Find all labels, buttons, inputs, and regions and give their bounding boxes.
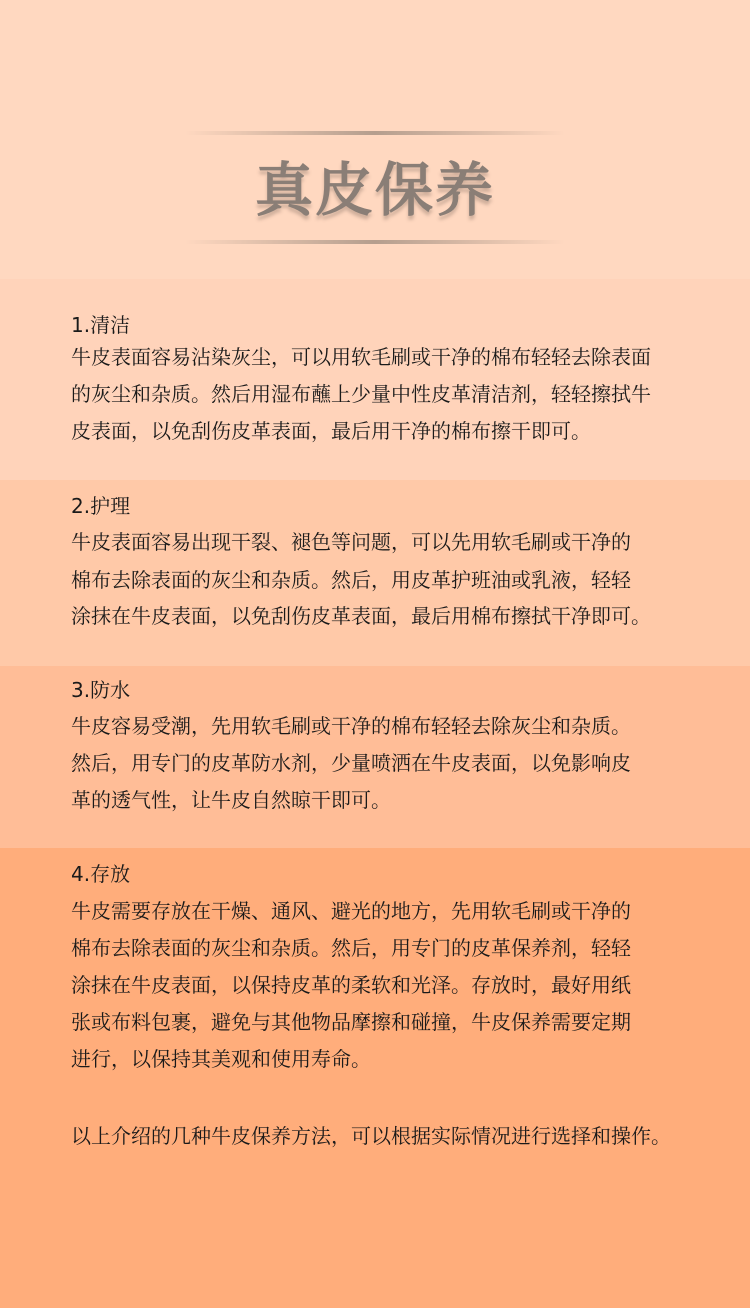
section-waterproof <box>0 666 750 848</box>
closing-note: 以上介绍的几种牛皮保养方法，可以根据实际情况进行选择和操作。 <box>71 1124 671 1148</box>
paragraph-line: 涂抹在牛皮表面，以保持皮革的柔软和光泽。存放时，最好用纸 <box>71 973 631 997</box>
paragraph-line: 牛皮容易受潮，先用软毛刷或干净的棉布轻轻去除灰尘和杂质。 <box>71 714 631 738</box>
paragraph-line: 的灰尘和杂质。然后用湿布蘸上少量中性皮革清洁剂，轻轻擦拭牛 <box>71 382 651 406</box>
section-care <box>0 480 750 666</box>
paragraph-line: 牛皮需要存放在干燥、通风、避光的地方，先用软毛刷或干净的 <box>71 899 631 923</box>
section-heading: 4.存放 <box>71 862 131 886</box>
section-heading: 1.清洁 <box>71 313 131 337</box>
paragraph-line: 棉布去除表面的灰尘和杂质。然后，用专门的皮革保养剂，轻轻 <box>71 936 631 960</box>
paragraph-line: 牛皮表面容易出现干裂、褪色等问题，可以先用软毛刷或干净的 <box>71 530 631 554</box>
paragraph-line: 革的透气性，让牛皮自然晾干即可。 <box>71 788 391 812</box>
paragraph-line: 皮表面，以免刮伤皮革表面，最后用干净的棉布擦干即可。 <box>71 419 591 443</box>
title-banner <box>0 0 750 279</box>
section-cleaning <box>0 279 750 480</box>
paragraph-line: 张或布料包裹，避免与其他物品摩擦和碰撞，牛皮保养需要定期 <box>71 1010 631 1034</box>
paragraph-line: 进行，以保持其美观和使用寿命。 <box>71 1047 371 1071</box>
section-heading: 2.护理 <box>71 494 131 518</box>
title-divider-bottom <box>185 240 565 244</box>
paragraph-line: 牛皮表面容易沾染灰尘，可以用软毛刷或干净的棉布轻轻去除表面 <box>71 345 651 369</box>
page-title: 真皮保养 <box>254 156 495 224</box>
paragraph-line: 涂抹在牛皮表面，以免刮伤皮革表面，最后用棉布擦拭干净即可。 <box>71 604 651 628</box>
section-storage <box>0 848 750 1308</box>
title-divider-top <box>185 131 565 135</box>
paragraph-line: 棉布去除表面的灰尘和杂质。然后，用皮革护班油或乳液，轻轻 <box>71 568 631 592</box>
paragraph-line: 然后，用专门的皮革防水剂，少量喷洒在牛皮表面，以免影响皮 <box>71 751 631 775</box>
section-heading: 3.防水 <box>71 678 131 702</box>
